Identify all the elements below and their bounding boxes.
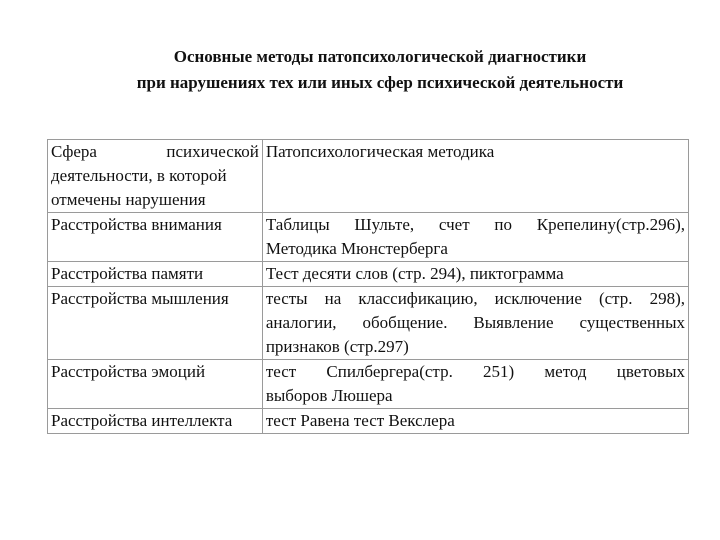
table-row [48,213,689,262]
method-line: Тест десяти слов (стр. 294), пиктограмма [265,264,564,283]
sphere-label: Расстройства внимания [51,215,222,234]
method-line: Таблицы Шульте, счет по Крепелину(стр.296), [265,215,685,234]
sphere-cell [48,360,263,409]
sphere-label: Расстройства мышления [51,289,229,308]
method-line: признаков (стр.297) [265,337,409,356]
sphere-cell [48,409,263,434]
sphere-label: Расстройства эмоций [51,362,206,381]
header-sphere-cell [48,140,263,213]
header-sphere-line-1: Сфера психической [51,142,259,161]
method-cell [262,360,688,409]
sphere-cell [48,287,263,360]
method-line: выборов Люшера [265,386,393,405]
sphere-cell [48,262,263,287]
method-cell [262,213,688,262]
sphere-label: Расстройства памяти [51,264,204,283]
title-line-1: Основные методы патопсихологической диагностики [173,47,587,66]
header-method-cell [262,140,688,213]
table-row [48,409,689,434]
method-cell [262,287,688,360]
table-header-row [48,140,689,213]
page-title [60,44,700,96]
header-sphere-line-3: отмечены нарушения [51,190,206,209]
sphere-label: Расстройства интеллекта [51,411,233,430]
method-cell [262,262,688,287]
methods-table [47,139,689,434]
header-method-label: Патопсихологическая методика [265,142,495,161]
method-line: тест Спилбергера(стр. 251) метод цветовых [265,362,685,381]
table-row [48,262,689,287]
title-line-2: при нарушениях тех или иных сфер психической деятельности [136,73,624,92]
method-line: тест Равена тест Векслера [265,411,455,430]
table-row [48,287,689,360]
sphere-cell [48,213,263,262]
method-line: тесты на классификацию, исключение (стр. 298), [265,289,685,308]
table-row [48,360,689,409]
method-line: аналогии, обобщение. Выявление существенных [265,313,685,332]
method-line: Методика Мюнстерберга [265,239,448,258]
header-sphere-line-2: деятельности, в которой [51,166,227,185]
method-cell [262,409,688,434]
